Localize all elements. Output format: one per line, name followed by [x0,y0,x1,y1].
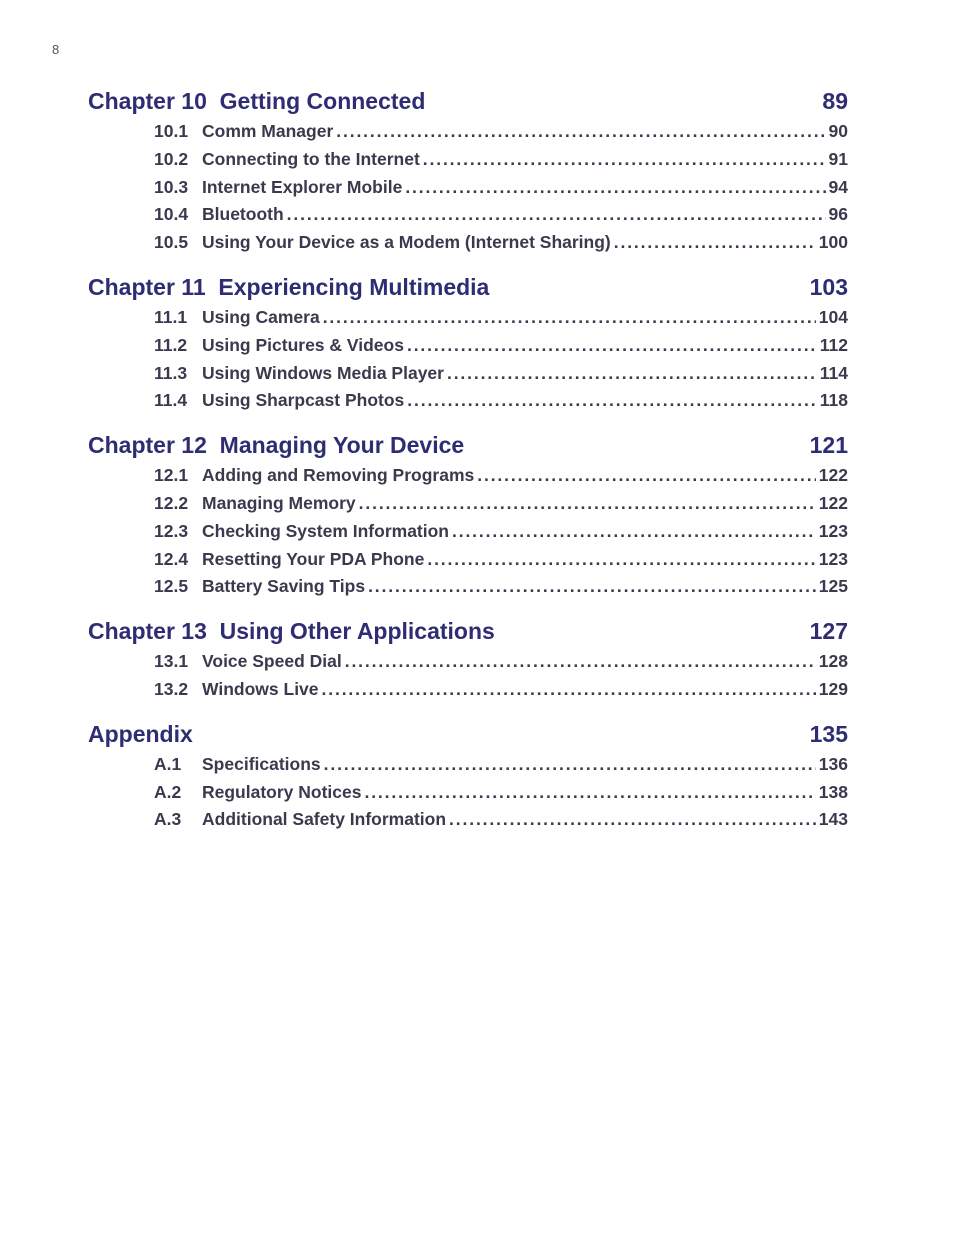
dot-leader [324,751,816,779]
entry-page: 96 [828,204,848,225]
chapter-12 [88,428,848,601]
toc-entry[interactable] [154,490,848,518]
entry-page: 94 [828,176,848,197]
entry-title: Checking System Information [202,520,449,541]
toc-entry[interactable] [154,118,848,146]
dot-leader [336,118,825,146]
entry-title: Using Pictures & Videos [202,334,404,355]
toc-entry[interactable] [154,229,848,257]
table-of-contents [88,84,848,847]
toc-entry[interactable] [154,676,848,704]
entry-title: Additional Safety Information [202,809,447,830]
chapter-page: 121 [809,432,848,459]
entry-number: 10.5 [154,232,189,253]
chapter-page: 89 [822,88,848,114]
dot-leader [287,201,826,229]
chapter-label: Chapter 12 [88,432,207,459]
toc-entry[interactable] [154,146,848,174]
entry-title: Internet Explorer Mobile [202,176,403,197]
entry-number: A.2 [154,781,182,802]
chapter-heading[interactable] [88,614,848,648]
entry-number: 12.2 [154,492,189,513]
entry-title: Using Windows Media Player [202,362,444,383]
entry-title: Using Your Device as a Modem (Internet Sharing) [202,232,611,253]
entry-page: 104 [818,306,848,327]
chapter-title: Getting Connected [219,88,426,114]
entry-number: 10.2 [154,148,189,169]
toc-entry[interactable] [154,648,848,676]
entry-title: Resetting Your PDA Phone [202,548,425,569]
entry-page: 143 [818,809,848,830]
entry-title: Comm Manager [202,121,334,141]
toc-entry[interactable] [154,751,848,779]
toc-entry[interactable] [154,573,848,601]
entry-number: 10.3 [154,176,189,197]
entry-page: 91 [828,148,848,169]
chapter-page: 103 [809,273,848,300]
toc-entry[interactable] [154,779,848,807]
entry-title: Adding and Removing Programs [202,465,475,486]
entry-number: A.3 [154,809,182,830]
dot-leader [407,332,817,360]
chapter-11 [88,270,848,415]
dot-leader [359,490,816,518]
entry-page: 114 [819,362,848,383]
entry-page: 100 [818,232,848,253]
toc-entry[interactable] [154,174,848,202]
entry-page: 123 [818,548,848,569]
dot-leader [427,546,815,574]
chapter-label: Chapter 10 [88,88,207,114]
chapter-title: Using Other Applications [219,618,495,645]
entry-page: 122 [818,492,848,513]
dot-leader [614,229,816,257]
chapter-title: Managing Your Device [219,432,465,459]
entry-number: 11.2 [154,334,188,355]
toc-entry[interactable] [154,360,848,388]
entry-page: 125 [818,576,848,597]
chapter-label: Chapter 11 [88,273,206,300]
entry-number: 10.4 [154,204,189,225]
toc-entry[interactable] [154,546,848,574]
entry-title: Managing Memory [202,492,356,513]
dot-leader [407,387,817,415]
chapter-label: Appendix [88,720,193,747]
chapter-page: 127 [809,618,848,645]
chapter-page: 135 [809,720,848,747]
chapter-10 [88,84,848,257]
entry-title: Windows Live [202,678,319,699]
chapter-title: Experiencing Multimedia [218,273,490,300]
entry-page: 123 [818,520,848,541]
entry-number: 13.2 [154,678,189,699]
entry-page: 118 [819,390,848,411]
dot-leader [323,304,816,332]
toc-entry[interactable] [154,806,848,834]
toc-entry[interactable] [154,387,848,415]
toc-entry[interactable] [154,518,848,546]
toc-entry[interactable] [154,201,848,229]
dot-leader [345,648,816,676]
entry-number: 12.5 [154,576,189,597]
entry-page: 136 [818,753,848,774]
dot-leader [368,573,816,601]
appendix [88,717,848,834]
entry-page: 129 [818,678,848,699]
entry-title: Connecting to the Internet [202,148,420,169]
page-number: 8 [52,42,60,57]
chapter-heading[interactable] [88,428,848,462]
toc-entry[interactable] [154,304,848,332]
entry-title: Battery Saving Tips [202,576,366,597]
entry-number: 12.4 [154,548,189,569]
entry-number: 12.1 [154,465,189,486]
dot-leader [449,806,816,834]
entry-title: Voice Speed Dial [202,651,342,672]
entry-number: 12.3 [154,520,189,541]
entry-number: 11.4 [154,390,188,411]
toc-entry[interactable] [154,332,848,360]
dot-leader [423,146,826,174]
entry-page: 138 [818,781,848,802]
entry-page: 90 [828,121,848,141]
dot-leader [405,174,825,202]
dot-leader [447,360,817,388]
entry-number: 13.1 [154,651,189,672]
chapter-heading[interactable] [88,270,848,304]
dot-leader [477,462,816,490]
entry-number: A.1 [154,753,182,774]
entry-page: 128 [818,651,848,672]
entry-title: Using Sharpcast Photos [202,390,405,411]
chapter-heading[interactable] [88,717,848,751]
chapter-13 [88,614,848,704]
entry-title: Specifications [202,753,321,774]
dot-leader [364,779,815,807]
entry-page: 112 [819,334,848,355]
chapter-label: Chapter 13 [88,618,207,645]
entry-number: 11.3 [154,362,188,383]
entry-page: 122 [818,465,848,486]
toc-entry[interactable] [154,462,848,490]
entry-number: 10.1 [154,121,189,141]
entry-title: Bluetooth [202,204,284,225]
dot-leader [452,518,816,546]
entry-title: Using Camera [202,306,320,327]
dot-leader [322,676,816,704]
entry-title: Regulatory Notices [202,781,362,802]
chapter-heading[interactable] [88,84,848,118]
entry-number: 11.1 [154,306,188,327]
